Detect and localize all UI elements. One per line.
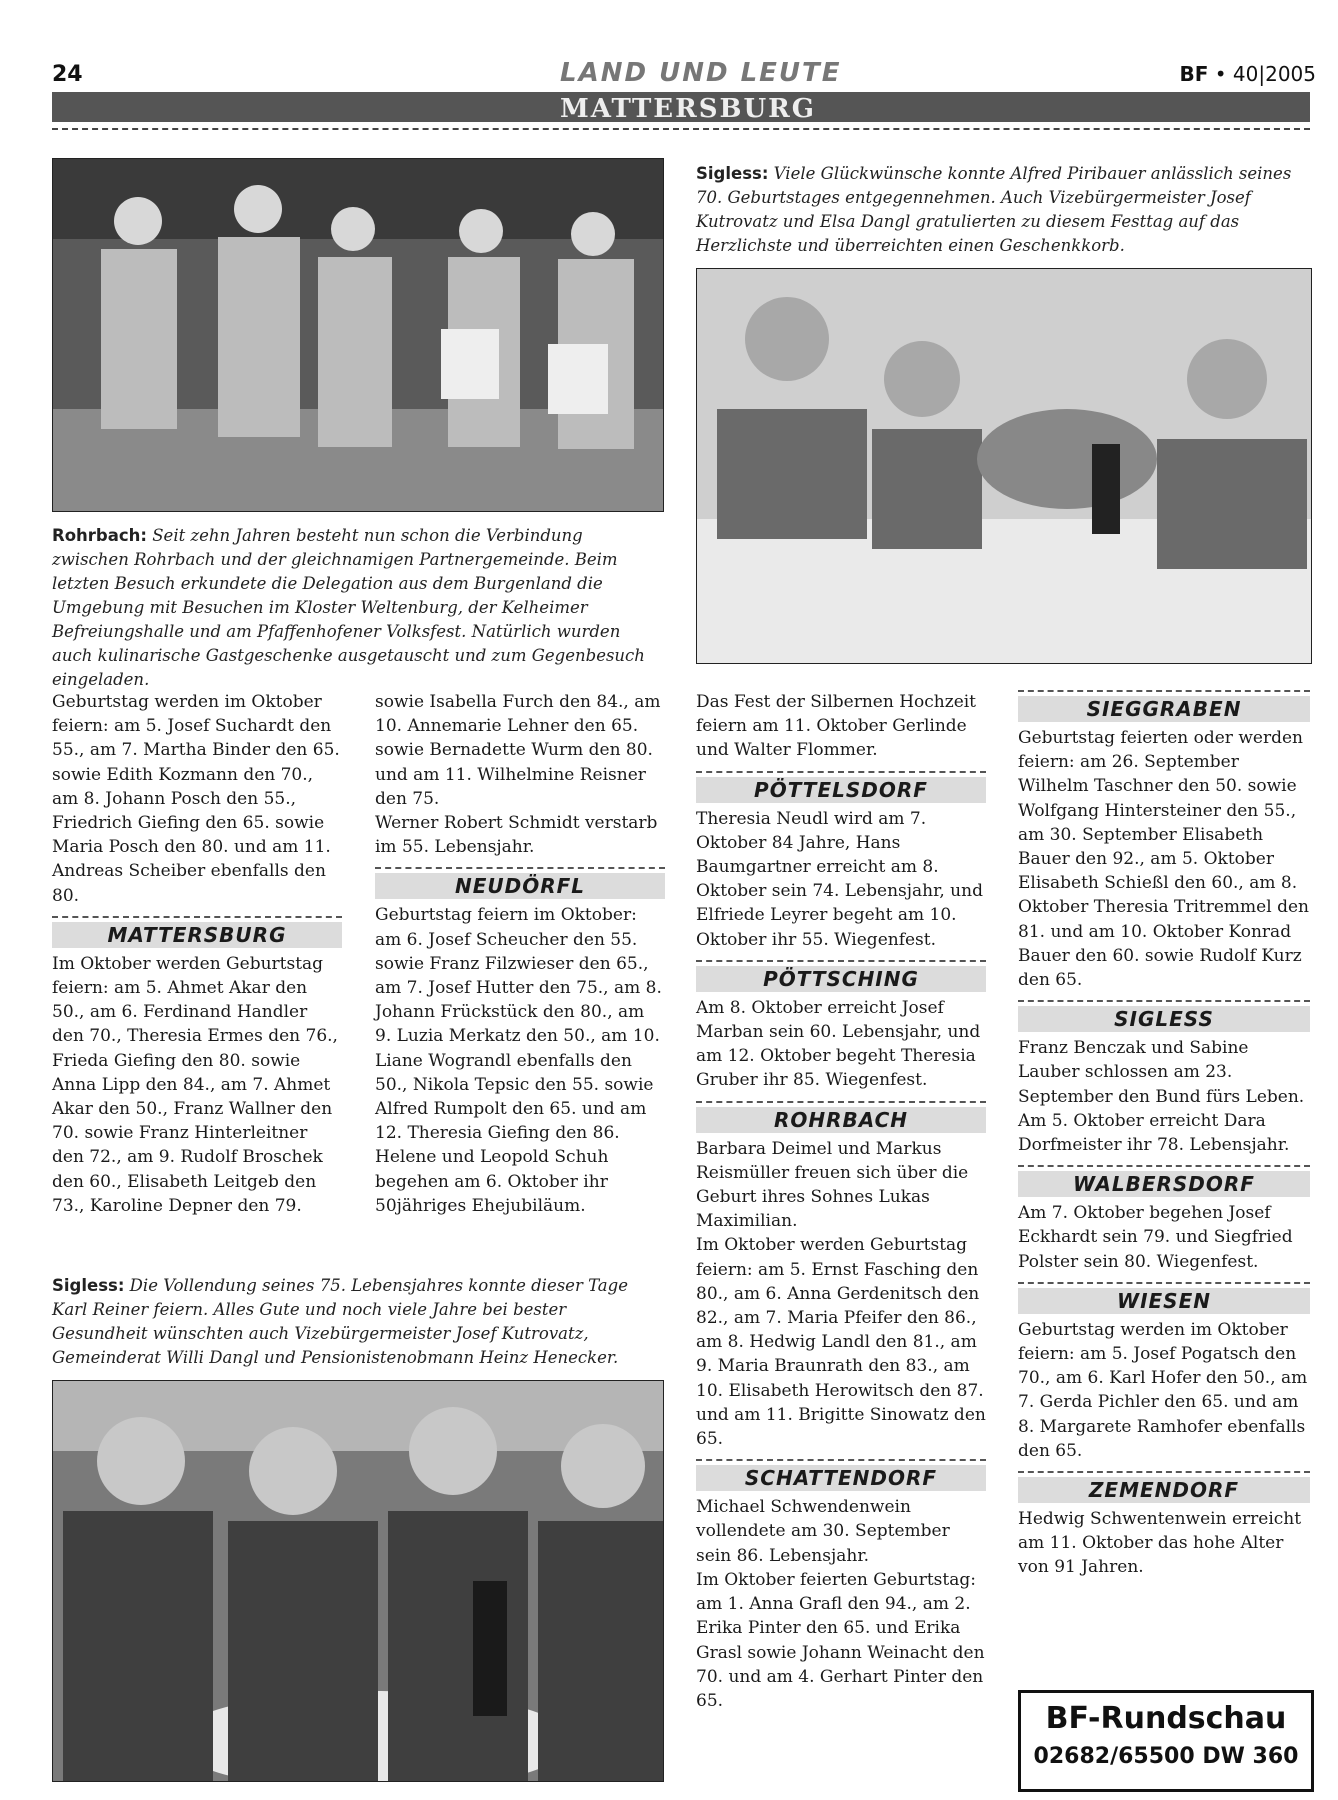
col4-sieggraben-text: Geburtstag feierten oder werden feiern: am 26. September Wilhelm Taschner den 50. sowie Wolfgang Hintersteiner den 55., am 30. September Elisabeth Bauer den 92., am 5. Oktober Elisabeth Schießl den 60., am 8. Oktober Theresia Tritremmel den 81. und am 10. Oktober Konrad Bauer den 60. sowie Rudolf Kurz den 65. (1018, 728, 1309, 991)
heading-label: SCHATTENDORF (696, 1465, 986, 1491)
heading-label: SIGLESS (1018, 1006, 1310, 1032)
heading-schattendorf (696, 1459, 986, 1491)
caption-sigless-bottom (52, 1274, 662, 1370)
col3-rohrbach-text-1: Barbara Deimel und Markus Reismüller freuen sich über die Geburt ihres Sohnes Lukas Maximilian. (696, 1138, 969, 1232)
page-number: 24 (52, 62, 83, 87)
heading-sieggraben (1018, 690, 1310, 722)
caption-place: Sigless: (696, 164, 769, 183)
col2-intro: sowie Isabella Furch den 84., am 10. Annemarie Lehner den 65. sowie Bernadette Wurm den 80. und am 11. Wilhelmine Reisner den 75. (375, 692, 661, 809)
photo-sigless-basket (696, 268, 1312, 664)
ad-phone: 02682/65500 DW 360 (1033, 1744, 1299, 1769)
heading-label: SIEGGRABEN (1018, 696, 1310, 722)
col4-walbersdorf-text: Am 7. Oktober begehen Josef Eckhardt sein 79. und Siegfried Polster sein 80. Wiegenfest. (1018, 1203, 1293, 1272)
col4-wiesen-text: Geburtstag werden im Oktober feiern: am 5. Josef Pogatsch den 70., am 6. Karl Hofer den 50., am 7. Gerda Pichler den 65. und am 8. Margarete Ramhofer ebenfalls den 65. (1018, 1319, 1308, 1461)
caption-place: Sigless: (52, 1276, 125, 1295)
heading-mattersburg (52, 916, 342, 948)
column-1 (52, 690, 342, 1218)
issue-number: • 40|2005 (1214, 62, 1316, 86)
heading-label: WALBERSDORF (1018, 1171, 1310, 1197)
heading-walbersdorf (1018, 1165, 1310, 1197)
col4-zemendorf-text: Hedwig Schwentenwein erreicht am 11. Oktober das hohe Alter von 91 Jahren. (1018, 1509, 1302, 1578)
heading-label: PÖTTELSDORF (696, 777, 986, 803)
heading-zemendorf (1018, 1471, 1310, 1503)
caption-place: Rohrbach: (52, 526, 147, 545)
col3-poettsching-text: Am 8. Oktober erreicht Josef Marban sein 60. Lebensjahr, und am 12. Oktober begeht Theresia Gruber ihr 85. Wiegenfest. (696, 997, 981, 1091)
caption-sigless-top (696, 162, 1310, 258)
column-4 (1018, 690, 1310, 1580)
col3-poettelsdorf-text: Theresia Neudl wird am 7. Oktober 84 Jahre, Hans Baumgartner erreicht am 8. Oktober sein 74. Lebensjahr, und Elfriede Leyrer begeht am 10. Oktober ihr 55. Wiegenfest. (696, 808, 983, 950)
caption-text: Die Vollendung seines 75. Lebensjahres konnte dieser Tage Karl Reiner feiern. Alles Gute und noch viele Jahre bei bester Gesundheit wünschten auch Vizebürgermeister Josef Kutrovatz, Gemeinderat Willi Dangl und Pensionistenobmann Heinz Henecker. (52, 1276, 628, 1367)
col3-rohrbach-text-2: Im Oktober werden Geburtstag feiern: am 5. Ernst Fasching den 80., am 6. Anna Gerdenitsch den 82., am 7. Maria Pfeifer den 86., am 8. Hedwig Landl den 81., am 9. Maria Braunrath den 83., am 10. Elisabeth Herowitsch den 87. und am 11. Brigitte Sinowatz den 65. (696, 1235, 986, 1450)
col2-neudoerfl-text: Geburtstag feiern im Oktober: am 6. Josef Scheucher den 55. sowie Franz Filzwieser den 65., am 7. Josef Hutter den 75., am 8. Johann Frückstück den 80., am 9. Luzia Merkatz den 50., am 10. Liane Wograndl ebenfalls den 50., Nikola Tepsic den 55. sowie Alfred Rumpolt den 65. und am 12. Theresia Giefing den 86. Helene und Leopold Schuh begehen am 6. Oktober ihr 50jähriges Ehejubiläum. (375, 905, 662, 1216)
caption-text: Viele Glückwünsche konnte Alfred Piribauer anlässlich seines 70. Geburtstages entgegennehmen. Auch Vizebürgermeister Josef Kutrovatz und Elsa Dangl gratulierten zu diesem Festtag auf das Herzlichste und überreichten einen Geschenkkorb. (696, 164, 1292, 255)
caption-rohrbach (52, 524, 662, 692)
col1-intro: Geburtstag werden im Oktober feiern: am 5. Josef Suchardt den 55., am 7. Martha Binder den 65. sowie Edith Kozmann den 70., am 8. Johann Posch den 55., Friedrich Giefing den 65. sowie Maria Posch den 80. und am 11. Andreas Scheiber ebenfalls den 80. (52, 692, 340, 906)
col2-death: Werner Robert Schmidt verstarb im 55. Lebensjahr. (375, 813, 658, 858)
issue-prefix: BF (1179, 62, 1209, 86)
photo-sigless-karl-reiner (52, 1380, 664, 1782)
photo-rohrbach-group (52, 158, 664, 512)
heading-sigless (1018, 1000, 1310, 1032)
heading-label: WIESEN (1018, 1288, 1310, 1314)
heading-rohrbach (696, 1101, 986, 1133)
header-divider (52, 128, 1310, 130)
column-3 (696, 690, 986, 1713)
heading-label: PÖTTSCHING (696, 966, 986, 992)
col3-schattendorf-text-1: Michael Schwendenwein vollendete am 30. September sein 86. Lebensjahr. (696, 1497, 950, 1566)
heading-poettsching (696, 960, 986, 992)
heading-label: ZEMENDORF (1018, 1477, 1310, 1503)
heading-poettelsdorf (696, 771, 986, 803)
caption-text: Seit zehn Jahren besteht nun schon die Verbindung zwischen Rohrbach und der gleichnamigen Partnergemeinde. Beim letzten Besuch erkundete die Delegation aus dem Burgenland die Umgebung mit Besuchen im Kloster Weltenburg, der Kelheimer Befreiungshalle und am Pfaffenhofener Volksfest. Natürlich wurden auch kulinarische Gastgeschenke ausgetauscht und zum Gegenbesuch eingeladen. (52, 526, 645, 689)
rundschau-ad (1018, 1690, 1314, 1792)
heading-label: NEUDÖRFL (375, 873, 665, 899)
heading-label: MATTERSBURG (52, 922, 342, 948)
col3-intro: Das Fest der Silbernen Hochzeit feiern am 11. Oktober Gerlinde und Walter Flommer. (696, 692, 977, 761)
ad-title: BF-Rundschau (1045, 1701, 1287, 1736)
region-title: MATTERSBURG (560, 94, 816, 124)
heading-wiesen (1018, 1282, 1310, 1314)
col4-sigless-text: Franz Benczak und Sabine Lauber schlossen am 23. September den Bund fürs Leben. Am 5. Oktober erreicht Dara Dorfmeister ihr 78. Lebensjahr. (1018, 1038, 1305, 1156)
col3-schattendorf-text-2: Im Oktober feierten Geburtstag: am 1. Anna Grafl den 94., am 2. Erika Pinter den 65. und Erika Grasl sowie Johann Weinacht den 70. und am 4. Gerhart Pinter den 65. (696, 1569, 985, 1711)
column-2 (375, 690, 665, 1218)
heading-label: ROHRBACH (696, 1107, 986, 1133)
issue-label (1179, 62, 1316, 86)
section-title: LAND UND LEUTE (560, 58, 842, 88)
heading-neudoerfl (375, 867, 665, 899)
col1-mattersburg-text: Im Oktober werden Geburtstag feiern: am 5. Ahmet Akar den 50., am 6. Ferdinand Handler den 70., Theresia Ermes den 76., Frieda Giefing den 80. sowie Anna Lipp den 84., am 7. Ahmet Akar den 50., Franz Wallner den 70. sowie Franz Hinterleitner den 72., am 9. Rudolf Broschek den 60., Elisabeth Leitgeb den 73., Karoline Depner den 79. (52, 953, 338, 1216)
